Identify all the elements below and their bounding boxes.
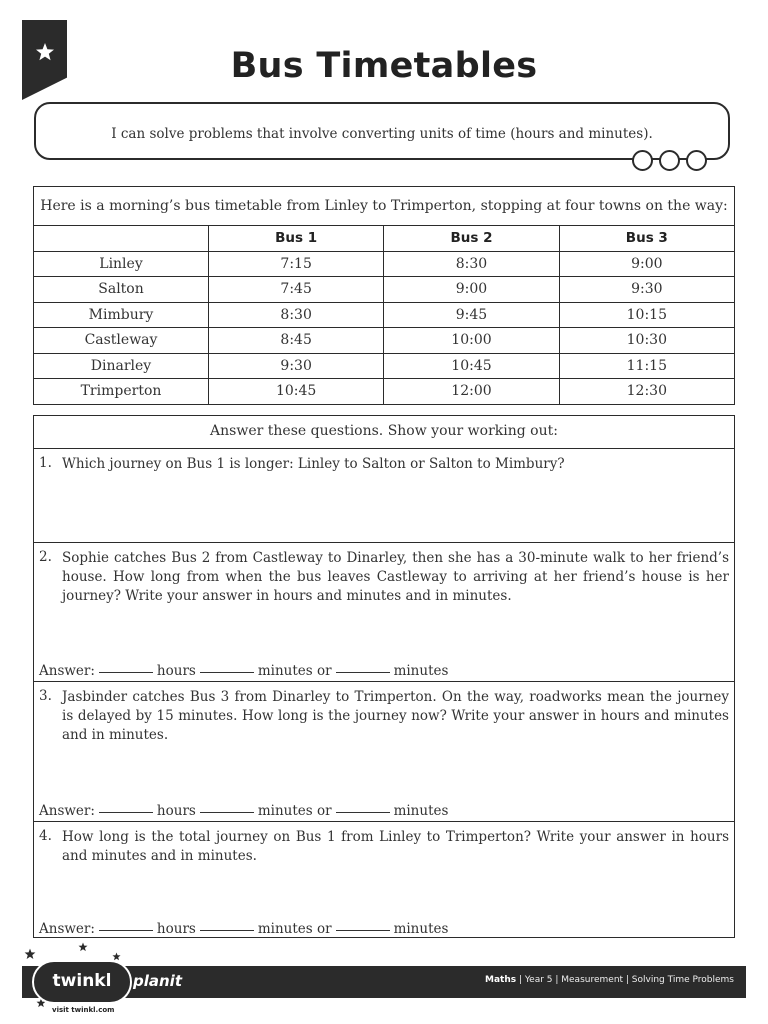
town-name: Dinarley bbox=[34, 353, 209, 379]
town-name: Mimbury bbox=[34, 302, 209, 328]
town-name: Linley bbox=[34, 251, 209, 277]
learning-objective: I can solve problems that involve converting units of time (hours and minutes). bbox=[111, 126, 653, 142]
table-row bbox=[34, 251, 735, 277]
answer-label: Answer: bbox=[39, 921, 95, 937]
time-cell: 9:30 bbox=[559, 277, 734, 303]
answer-line bbox=[39, 663, 448, 679]
self-assessment-circle bbox=[659, 150, 680, 171]
question-text: How long is the total journey on Bus 1 from Linley to Trimperton? Write your answer in hours and minutes and in minutes. bbox=[62, 829, 729, 864]
learning-objective-box bbox=[34, 102, 730, 160]
hours-label: hours bbox=[156, 663, 196, 679]
self-assessment-circle bbox=[686, 150, 707, 171]
column-header: Bus 2 bbox=[384, 226, 559, 252]
questions-header: Answer these questions. Show your working out: bbox=[34, 416, 734, 449]
time-cell: 9:00 bbox=[384, 277, 559, 303]
star-icon bbox=[78, 942, 88, 952]
question-3 bbox=[34, 682, 734, 822]
time-cell: 12:00 bbox=[384, 379, 559, 405]
footer-subject: Maths bbox=[485, 975, 517, 985]
questions-section bbox=[33, 415, 735, 938]
time-cell: 8:30 bbox=[384, 251, 559, 277]
time-cell: 10:45 bbox=[209, 379, 384, 405]
table-row bbox=[34, 379, 735, 405]
hours-blank[interactable] bbox=[99, 672, 153, 673]
time-cell: 10:15 bbox=[559, 302, 734, 328]
minutes-label: minutes bbox=[393, 663, 449, 679]
table-row bbox=[34, 328, 735, 354]
minutes-blank[interactable] bbox=[200, 812, 254, 813]
time-cell: 9:30 bbox=[209, 353, 384, 379]
visit-link[interactable]: visit twinkl.com bbox=[52, 1006, 115, 1014]
hours-blank[interactable] bbox=[99, 930, 153, 931]
answer-line bbox=[39, 921, 448, 937]
self-assessment-circle bbox=[632, 150, 653, 171]
column-header bbox=[34, 226, 209, 252]
answer-label: Answer: bbox=[39, 663, 95, 679]
time-cell: 10:45 bbox=[384, 353, 559, 379]
hours-label: hours bbox=[156, 921, 196, 937]
time-cell: 8:30 bbox=[209, 302, 384, 328]
timetable-intro-row bbox=[34, 187, 735, 226]
hours-blank[interactable] bbox=[99, 812, 153, 813]
total-minutes-blank[interactable] bbox=[336, 812, 390, 813]
time-cell: 10:30 bbox=[559, 328, 734, 354]
question-2 bbox=[34, 543, 734, 682]
timetable-intro: Here is a morning’s bus timetable from Linley to Trimperton, stopping at four towns on the way: bbox=[34, 187, 735, 226]
hours-label: hours bbox=[156, 803, 196, 819]
total-minutes-blank[interactable] bbox=[336, 930, 390, 931]
town-name: Trimperton bbox=[34, 379, 209, 405]
minutes-blank[interactable] bbox=[200, 672, 254, 673]
footer-breadcrumb bbox=[485, 975, 734, 985]
time-cell: 7:45 bbox=[209, 277, 384, 303]
footer-path: | Year 5 | Measurement | Solving Time Problems bbox=[516, 975, 734, 985]
minutes-or-label: minutes or bbox=[257, 921, 332, 937]
column-header: Bus 3 bbox=[559, 226, 734, 252]
time-cell: 8:45 bbox=[209, 328, 384, 354]
table-row bbox=[34, 277, 735, 303]
town-name: Castleway bbox=[34, 328, 209, 354]
question-4 bbox=[34, 822, 734, 939]
total-minutes-blank[interactable] bbox=[336, 672, 390, 673]
time-cell: 10:00 bbox=[384, 328, 559, 354]
table-row bbox=[34, 353, 735, 379]
time-cell: 9:00 bbox=[559, 251, 734, 277]
time-cell: 12:30 bbox=[559, 379, 734, 405]
minutes-or-label: minutes or bbox=[257, 803, 332, 819]
column-header: Bus 1 bbox=[209, 226, 384, 252]
town-name: Salton bbox=[34, 277, 209, 303]
answer-line bbox=[39, 803, 448, 819]
bus-timetable bbox=[33, 186, 735, 405]
question-text: Jasbinder catches Bus 3 from Dinarley to Trimperton. On the way, roadworks mean the journey is delayed by 15 minutes. How long is the journey now? Write your answer in hours and minutes and in minutes. bbox=[62, 689, 729, 743]
timetable-header-row bbox=[34, 226, 735, 252]
answer-label: Answer: bbox=[39, 803, 95, 819]
star-icon bbox=[24, 948, 36, 960]
question-number: 3. bbox=[39, 688, 52, 704]
question-text: Which journey on Bus 1 is longer: Linley to Salton or Salton to Mimbury? bbox=[62, 456, 565, 472]
minutes-blank[interactable] bbox=[200, 930, 254, 931]
minutes-label: minutes bbox=[393, 803, 449, 819]
minutes-or-label: minutes or bbox=[257, 663, 332, 679]
planit-logo: planit bbox=[133, 972, 182, 990]
time-cell: 9:45 bbox=[384, 302, 559, 328]
question-number: 4. bbox=[39, 828, 52, 844]
time-cell: 7:15 bbox=[209, 251, 384, 277]
question-number: 1. bbox=[39, 455, 52, 471]
question-1 bbox=[34, 449, 734, 543]
twinkl-logo: twinkl bbox=[32, 960, 132, 1004]
question-number: 2. bbox=[39, 549, 52, 565]
time-cell: 11:15 bbox=[559, 353, 734, 379]
table-row bbox=[34, 302, 735, 328]
page-title: Bus Timetables bbox=[230, 46, 538, 86]
question-text: Sophie catches Bus 2 from Castleway to Dinarley, then she has a 30-minute walk to her friend’s house. How long from when the bus leaves Castleway to arriving at her friend’s house is her journey? Write your answer in hours and minutes and in minutes. bbox=[62, 550, 729, 604]
minutes-label: minutes bbox=[393, 921, 449, 937]
